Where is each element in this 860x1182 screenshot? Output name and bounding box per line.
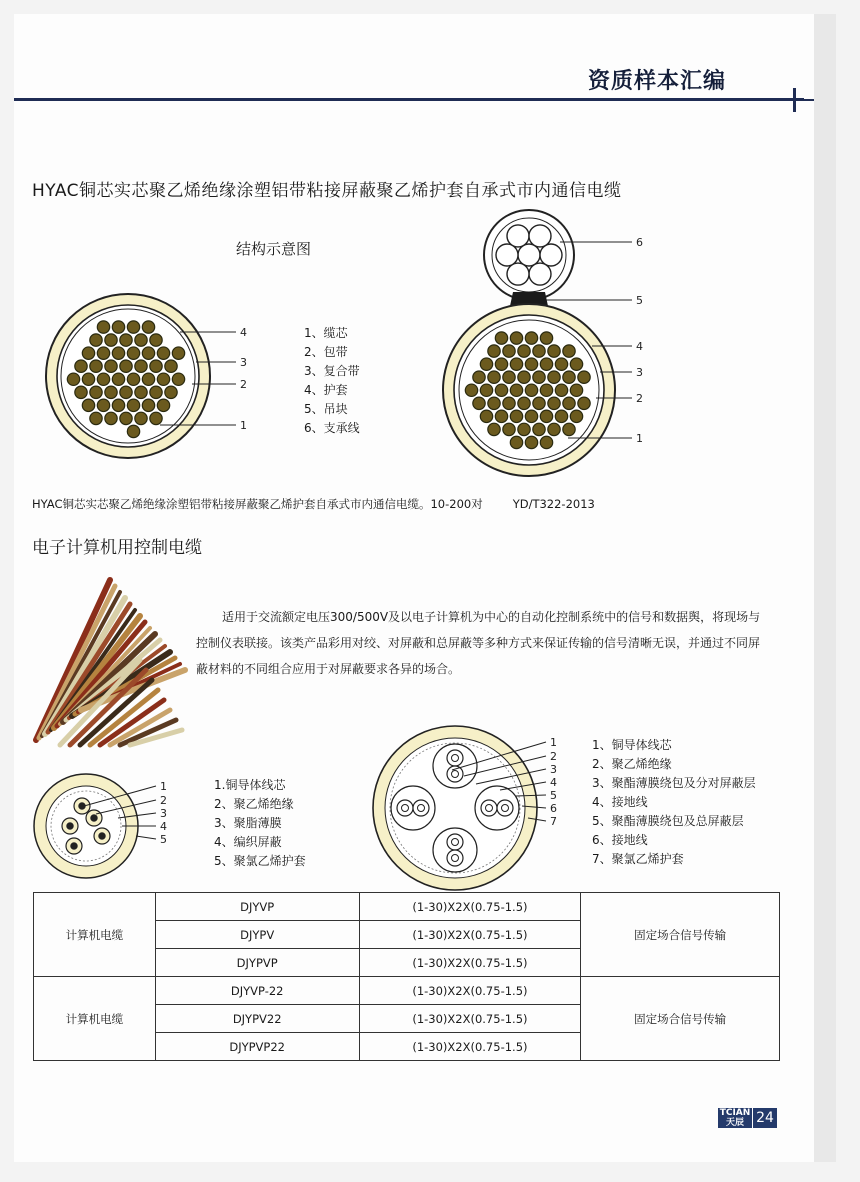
right-callout-number: 4 bbox=[636, 340, 643, 353]
legend-item: 2、聚乙烯绝缘 bbox=[592, 757, 672, 771]
core-circle bbox=[555, 384, 567, 396]
section2-title: 电子计算机用控制电缆 bbox=[32, 538, 202, 558]
core-circle bbox=[510, 332, 522, 344]
legend-item: 4、编织屏蔽 bbox=[214, 835, 282, 849]
core-circle bbox=[503, 423, 515, 435]
table-cell-spec: (1-30)X2X(0.75-1.5) bbox=[359, 893, 581, 921]
core-circle bbox=[452, 755, 459, 762]
core-circle bbox=[165, 360, 177, 372]
cable-bundle-photo bbox=[30, 570, 190, 750]
core-circle bbox=[452, 839, 459, 846]
core-circle bbox=[127, 425, 139, 437]
core-circle bbox=[135, 360, 147, 372]
core-circle bbox=[97, 373, 109, 385]
core-circle bbox=[402, 805, 409, 812]
legend-item: 6、支承线 bbox=[304, 421, 360, 435]
core-circle bbox=[67, 373, 79, 385]
legend-item: 3、聚酯薄膜绕包及分对屏蔽层 bbox=[592, 776, 756, 790]
core-circle bbox=[488, 371, 500, 383]
cable-cross-section-left bbox=[46, 294, 210, 458]
large-callout-number: 1 bbox=[550, 736, 557, 749]
right-callout-number: 3 bbox=[636, 366, 643, 379]
core-circle bbox=[533, 371, 545, 383]
core-circle bbox=[540, 244, 562, 266]
core-circle bbox=[548, 423, 560, 435]
core-circle bbox=[555, 410, 567, 422]
large-callout-number: 3 bbox=[550, 763, 557, 776]
legend-item: 1、缆芯 bbox=[304, 326, 348, 340]
core-circle bbox=[71, 843, 78, 850]
core-circle bbox=[540, 358, 552, 370]
core-circle bbox=[578, 371, 590, 383]
core-circle bbox=[112, 321, 124, 333]
core-circle bbox=[518, 397, 530, 409]
core-circle bbox=[533, 397, 545, 409]
core-circle bbox=[540, 410, 552, 422]
right-callout-number: 1 bbox=[636, 432, 643, 445]
cable-cross-section-right bbox=[443, 210, 615, 476]
core-circle bbox=[540, 332, 552, 344]
core-circle bbox=[135, 412, 147, 424]
core-circle bbox=[555, 358, 567, 370]
table-cell-model: DJYPV22 bbox=[155, 1005, 359, 1033]
core-circle bbox=[112, 399, 124, 411]
core-circle bbox=[150, 360, 162, 372]
small-callout-number: 5 bbox=[160, 833, 167, 846]
large-callout-number: 6 bbox=[550, 802, 557, 815]
core-circle bbox=[465, 384, 477, 396]
core-circle bbox=[135, 334, 147, 346]
core-circle bbox=[157, 399, 169, 411]
core-circle bbox=[127, 321, 139, 333]
core-circle bbox=[473, 397, 485, 409]
core-circle bbox=[142, 373, 154, 385]
large-cable-legend bbox=[592, 736, 756, 869]
core-circle bbox=[105, 386, 117, 398]
table-cell-model: DJYPV bbox=[155, 921, 359, 949]
core-circle bbox=[120, 334, 132, 346]
table-cell-model: DJYVP bbox=[155, 893, 359, 921]
core-circle bbox=[488, 345, 500, 357]
core-circle bbox=[172, 373, 184, 385]
table-cell-model: DJYVP-22 bbox=[155, 977, 359, 1005]
core-circle bbox=[91, 815, 98, 822]
legend-item: 2、包带 bbox=[304, 345, 348, 359]
table-row bbox=[34, 977, 780, 1005]
core-circle bbox=[172, 347, 184, 359]
core-circle bbox=[75, 360, 87, 372]
core-circle bbox=[496, 244, 518, 266]
core-circle bbox=[142, 321, 154, 333]
core-circle bbox=[570, 410, 582, 422]
table-cell-model: DJYPVP22 bbox=[155, 1033, 359, 1061]
core-circle bbox=[120, 360, 132, 372]
legend-item: 4、护套 bbox=[304, 383, 348, 397]
core-circle bbox=[452, 855, 459, 862]
large-callout-number: 5 bbox=[550, 789, 557, 802]
core-circle bbox=[99, 833, 106, 840]
core-circle bbox=[135, 386, 147, 398]
large-callout-number: 4 bbox=[550, 776, 557, 789]
right-callout-number: 5 bbox=[636, 294, 643, 307]
core-circle bbox=[157, 373, 169, 385]
core-circle bbox=[525, 436, 537, 448]
table-cell-model: DJYPVP bbox=[155, 949, 359, 977]
left-callout-number: 3 bbox=[240, 356, 247, 369]
core-circle bbox=[570, 384, 582, 396]
legend-item: 5、吊块 bbox=[304, 402, 348, 416]
core-circle bbox=[105, 412, 117, 424]
core-circle bbox=[495, 410, 507, 422]
table-cell-spec: (1-30)X2X(0.75-1.5) bbox=[359, 949, 581, 977]
right-callout-number: 6 bbox=[636, 236, 643, 249]
core-circle bbox=[495, 384, 507, 396]
core-circle bbox=[548, 345, 560, 357]
caption-text: HYAC铜芯实芯聚乙烯绝缘涂塑铝带粘接屏蔽聚乙烯护套自承式市内通信电缆。10-200对 bbox=[32, 497, 483, 511]
small-callout-number: 2 bbox=[160, 794, 167, 807]
section1-title: HYAC铜芯实芯聚乙烯绝缘涂塑铝带粘接屏蔽聚乙烯护套自承式市内通信电缆 bbox=[32, 181, 622, 201]
legend-item: 7、聚氯乙烯护套 bbox=[592, 852, 684, 866]
core-circle bbox=[563, 345, 575, 357]
core-circle bbox=[90, 334, 102, 346]
core-circle bbox=[503, 371, 515, 383]
small-callout-number: 1 bbox=[160, 780, 167, 793]
core-circle bbox=[150, 386, 162, 398]
legend-item: 1、铜导体线芯 bbox=[592, 738, 672, 752]
left-callout-number: 4 bbox=[240, 326, 247, 339]
core-circle bbox=[518, 244, 540, 266]
core-circle bbox=[473, 371, 485, 383]
core-circle bbox=[548, 397, 560, 409]
core-circle bbox=[142, 347, 154, 359]
core-circle bbox=[503, 345, 515, 357]
table-row bbox=[34, 893, 780, 921]
large-cable-cross-section bbox=[373, 726, 557, 890]
legend-item: 2、聚乙烯绝缘 bbox=[214, 797, 294, 811]
small-cable-cross-section bbox=[34, 774, 167, 878]
core-circle bbox=[570, 358, 582, 370]
core-circle bbox=[165, 386, 177, 398]
caption-standard: YD/T322-2013 bbox=[512, 497, 595, 511]
core-circle bbox=[120, 386, 132, 398]
core-circle bbox=[75, 386, 87, 398]
small-cable-legend bbox=[214, 776, 306, 871]
core-circle bbox=[157, 347, 169, 359]
core-circle bbox=[533, 345, 545, 357]
table-cell-spec: (1-30)X2X(0.75-1.5) bbox=[359, 1033, 581, 1061]
diagram-title: 结构示意图 bbox=[236, 240, 312, 258]
core-circle bbox=[480, 410, 492, 422]
core-circle bbox=[127, 399, 139, 411]
section1-legend bbox=[304, 324, 360, 438]
core-circle bbox=[418, 805, 425, 812]
core-circle bbox=[502, 805, 509, 812]
core-circle bbox=[529, 225, 551, 247]
core-circle bbox=[112, 347, 124, 359]
core-circle bbox=[112, 373, 124, 385]
table-cell-category: 计算机电缆 bbox=[34, 977, 156, 1061]
core-circle bbox=[150, 334, 162, 346]
core-circle bbox=[480, 384, 492, 396]
table-cell-spec: (1-30)X2X(0.75-1.5) bbox=[359, 977, 581, 1005]
core-circle bbox=[518, 371, 530, 383]
core-circle bbox=[452, 771, 459, 778]
small-callout-number: 3 bbox=[160, 807, 167, 820]
brand-logo: TCIAN 天辰 bbox=[719, 1108, 751, 1128]
core-circle bbox=[525, 358, 537, 370]
core-circle bbox=[525, 332, 537, 344]
table-cell-category: 计算机电缆 bbox=[34, 893, 156, 977]
core-circle bbox=[510, 384, 522, 396]
table-cell-spec: (1-30)X2X(0.75-1.5) bbox=[359, 1005, 581, 1033]
core-circle bbox=[518, 423, 530, 435]
core-circle bbox=[507, 225, 529, 247]
core-circle bbox=[480, 358, 492, 370]
core-circle bbox=[105, 334, 117, 346]
core-circle bbox=[90, 412, 102, 424]
legend-item: 3、聚脂薄膜 bbox=[214, 816, 282, 830]
core-circle bbox=[525, 410, 537, 422]
core-circle bbox=[127, 373, 139, 385]
core-circle bbox=[495, 358, 507, 370]
core-circle bbox=[540, 384, 552, 396]
core-circle bbox=[90, 386, 102, 398]
core-circle bbox=[120, 412, 132, 424]
core-circle bbox=[82, 373, 94, 385]
spec-table bbox=[33, 892, 780, 1061]
core-circle bbox=[563, 397, 575, 409]
legend-item: 5、聚酯薄膜绕包及总屏蔽层 bbox=[592, 814, 744, 828]
core-circle bbox=[488, 423, 500, 435]
table-cell-usage: 固定场合信号传输 bbox=[581, 977, 780, 1061]
core-circle bbox=[518, 345, 530, 357]
core-circle bbox=[510, 410, 522, 422]
right-callout-number: 2 bbox=[636, 392, 643, 405]
legend-item: 6、接地线 bbox=[592, 833, 648, 847]
core-circle bbox=[529, 263, 551, 285]
legend-item: 1.铜导体线芯 bbox=[214, 778, 286, 792]
core-circle bbox=[510, 436, 522, 448]
core-circle bbox=[97, 321, 109, 333]
core-circle bbox=[578, 397, 590, 409]
left-callout-number: 1 bbox=[240, 419, 247, 432]
core-circle bbox=[525, 384, 537, 396]
core-circle bbox=[488, 397, 500, 409]
core-circle bbox=[563, 371, 575, 383]
core-circle bbox=[510, 358, 522, 370]
core-circle bbox=[90, 360, 102, 372]
table-cell-spec: (1-30)X2X(0.75-1.5) bbox=[359, 921, 581, 949]
core-circle bbox=[82, 399, 94, 411]
core-circle bbox=[503, 397, 515, 409]
left-callout-number: 2 bbox=[240, 378, 247, 391]
core-circle bbox=[127, 347, 139, 359]
core-circle bbox=[150, 412, 162, 424]
section1-caption bbox=[32, 496, 595, 512]
legend-item: 5、聚氯乙烯护套 bbox=[214, 854, 306, 868]
legend-item: 3、复合带 bbox=[304, 364, 360, 378]
section2-description: 适用于交流额定电压300/500V及以电子计算机为中心的自动化控制系统中的信号和数据舆，将现场与控制仪表联接。该类产品彩用对绞、对屏蔽和总屏蔽等多种方式来保证传输的信号清晰无误，并通过不同屏蔽材料的不同组合应用于对屏蔽要求各异的场合。 bbox=[196, 610, 761, 676]
large-callout-number: 2 bbox=[550, 750, 557, 763]
page-number: 24 bbox=[753, 1108, 777, 1128]
core-circle bbox=[495, 332, 507, 344]
core-circle bbox=[548, 371, 560, 383]
core-circle bbox=[97, 347, 109, 359]
large-callout-number: 7 bbox=[550, 815, 557, 828]
core-circle bbox=[540, 436, 552, 448]
core-circle bbox=[82, 347, 94, 359]
core-circle bbox=[486, 805, 493, 812]
small-callout-number: 4 bbox=[160, 820, 167, 833]
legend-item: 4、接地线 bbox=[592, 795, 648, 809]
header-title: 资质样本汇编 bbox=[588, 69, 727, 94]
core-circle bbox=[105, 360, 117, 372]
core-circle bbox=[142, 399, 154, 411]
table-cell-usage: 固定场合信号传输 bbox=[581, 893, 780, 977]
core-circle bbox=[507, 263, 529, 285]
core-circle bbox=[563, 423, 575, 435]
core-circle bbox=[533, 423, 545, 435]
core-circle bbox=[97, 399, 109, 411]
core-circle bbox=[67, 823, 74, 830]
